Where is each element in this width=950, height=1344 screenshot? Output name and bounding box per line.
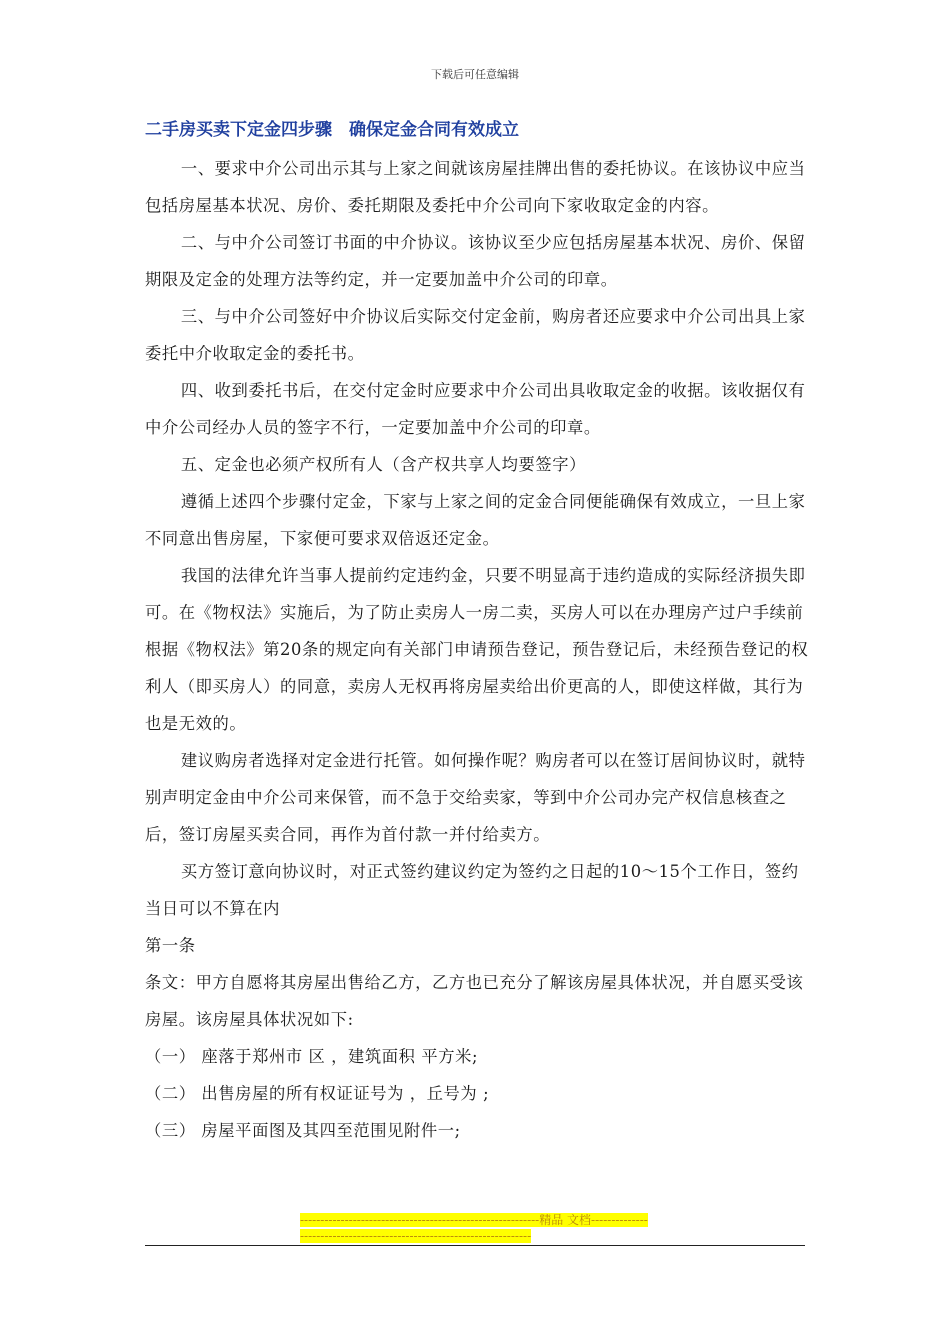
- paragraph-escrow: 建议购房者选择对定金进行托管。如何操作呢？购房者可以在签订居间协议时，就特别声明定金由中介公司来保管，而不急于交给卖家，等到中介公司办完产权信息核查之后，签订房屋买卖合同，再作为首付款一并付给卖方。: [145, 751, 806, 844]
- article-heading: 第一条: [145, 936, 196, 955]
- paragraph-step-5: 五、定金也必须产权所有人（含产权共享人均要签字）: [180, 455, 587, 474]
- page-header-note: 下载后可任意编辑: [431, 68, 519, 81]
- footer-banner-text: -----------------------------------------------------------精品 文档-----------------------------------------------------------------------: [300, 1213, 648, 1243]
- footer-banner: [300, 1212, 650, 1244]
- document-title: 二手房买卖下定金四步骤 确保定金合同有效成立: [145, 120, 519, 140]
- paragraph-summary: 遵循上述四个步骤付定金，下家与上家之间的定金合同便能确保有效成立，一旦上家不同意出售房屋，下家便可要求双倍返还定金。: [145, 492, 806, 548]
- article-item-2: （二） 出售房屋的所有权证证号为 ，丘号为 ;: [145, 1084, 490, 1103]
- paragraph-step-3: 三、与中介公司签好中介协议后实际交付定金前，购房者还应要求中介公司出具上家委托中介收取定金的委托书。: [145, 307, 806, 363]
- paragraph-step-2: 二、与中介公司签订书面的中介协议。该协议至少应包括房屋基本状况、房价、保留期限及定金的处理方法等约定，并一定要加盖中介公司的印章。: [145, 233, 806, 289]
- paragraph-intent-agreement: 买方签订意向协议时，对正式签约建议约定为签约之日起的10～15个工作日，签约当日可以不算在内: [145, 862, 799, 918]
- paragraph-law: 我国的法律允许当事人提前约定违约金，只要不明显高于违约造成的实际经济损失即可。在《物权法》实施后，为了防止卖房人一房二卖，买房人可以在办理房产过户手续前根据《物权法》第20条的规定向有关部门申请预告登记，预告登记后，未经预告登记的权利人（即买房人）的同意，卖房人无权再将房屋卖给出价更高的人，即使这样做，其行为也是无效的。: [145, 566, 809, 733]
- article-item-1: （一） 座落于郑州市 区 ，建筑面积 平方米;: [145, 1047, 479, 1066]
- document-body: [145, 112, 815, 1149]
- article-item-3: （三） 房屋平面图及其四至范围见附件一;: [145, 1121, 461, 1140]
- article-text: 条文：甲方自愿将其房屋出售给乙方，乙方也已充分了解该房屋具体状况，并自愿买受该房屋。该房屋具体状况如下:: [145, 973, 804, 1029]
- paragraph-step-4: 四、收到委托书后，在交付定金时应要求中介公司出具收取定金的收据。该收据仅有中介公司经办人员的签字不行，一定要加盖中介公司的印章。: [145, 381, 806, 437]
- footer-divider: [145, 1245, 805, 1246]
- paragraph-step-1: 一、要求中介公司出示其与上家之间就该房屋挂牌出售的委托协议。在该协议中应当包括房屋基本状况、房价、委托期限及委托中介公司向下家收取定金的内容。: [145, 159, 806, 215]
